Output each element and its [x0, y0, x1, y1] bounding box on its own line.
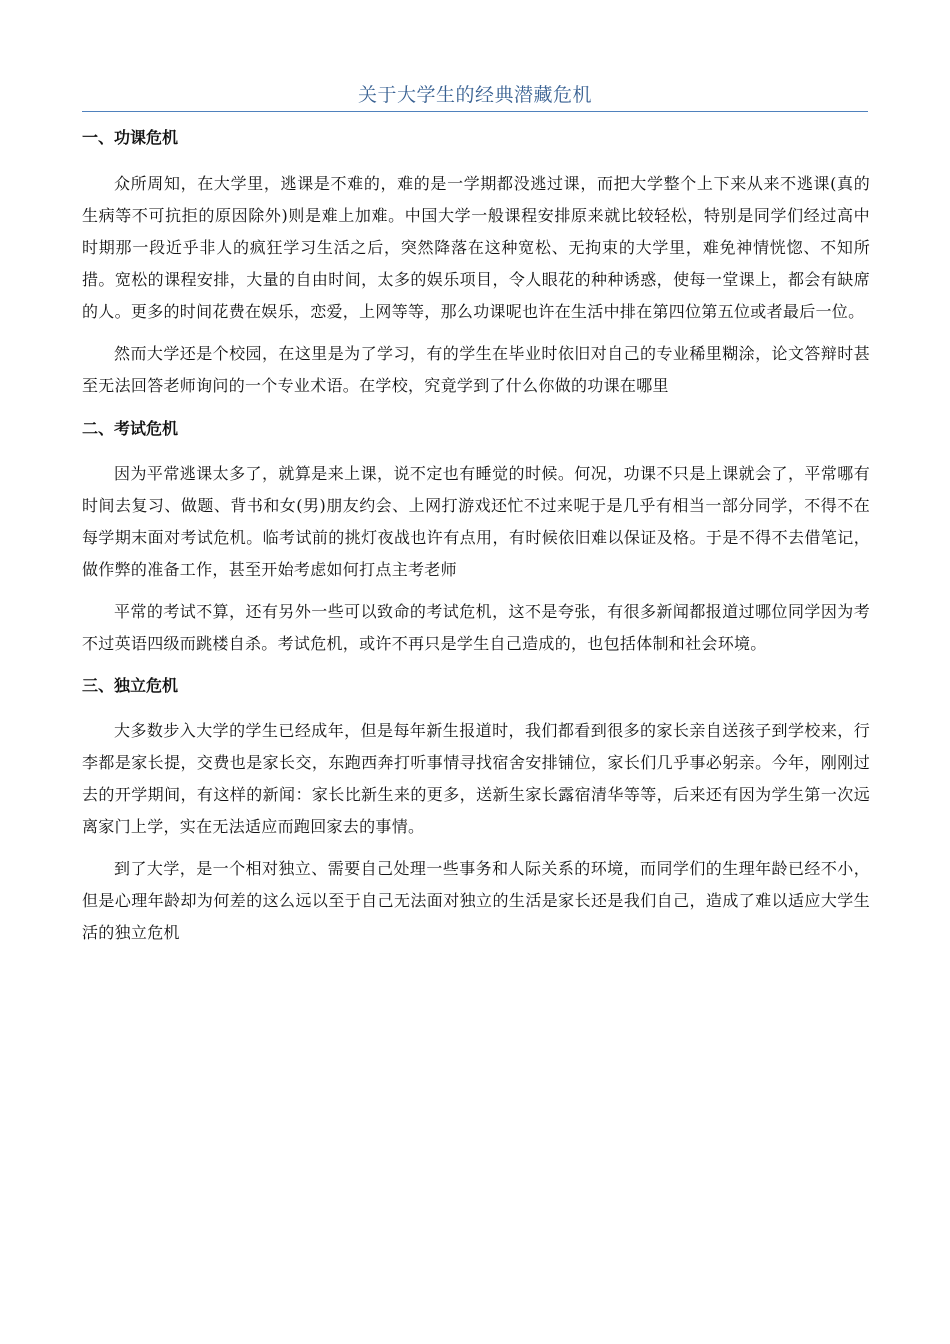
- section-heading-1: 一、功课危机: [82, 128, 179, 147]
- section-2-paragraph-1: 因为平常逃课太多了，就算是来上课，说不定也有睡觉的时候。何况，功课不只是上课就会了，平常哪有时间去复习、做题、背书和女(男)朋友约会、上网打游戏还忙不过来呢于是几乎有相当一部分同学，不得不在每学期末面对考试危机。临考试前的挑灯夜战也许有点用，有时候依旧难以保证及格。于是不得不去借笔记，做作弊的准备工作，甚至开始考虑如何打点主考老师: [82, 464, 870, 579]
- page-title: 关于大学生的经典潜藏危机: [357, 84, 592, 106]
- section-heading-3: 三、独立危机: [82, 676, 179, 695]
- section-3-paragraph-1: 大多数步入大学的学生已经成年，但是每年新生报道时，我们都看到很多的家长亲自送孩子到学校来，行李都是家长提，交费也是家长交，东跑西奔打听事情寻找宿舍安排铺位，家长们几乎事必躬亲。今年，刚刚过去的开学期间，有这样的新闻：家长比新生来的更多，送新生家长露宿清华等等，后来还有因为学生第一次远离家门上学，实在无法适应而跑回家去的事情。: [82, 721, 870, 836]
- section-heading-2: 二、考试危机: [82, 419, 179, 438]
- section-3-paragraph-2: 到了大学，是一个相对独立、需要自己处理一些事务和人际关系的环境，而同学们的生理年龄已经不小，但是心理年龄却为何差的这么远以至于自己无法面对独立的生活是家长还是我们自己，造成了难以适应大学生活的独立危机: [82, 859, 870, 942]
- section-2-paragraph-2: 平常的考试不算，还有另外一些可以致命的考试危机，这不是夸张，有很多新闻都报道过哪位同学因为考不过英语四级而跳楼自杀。考试危机，或许不再只是学生自己造成的，也包括体制和社会环境。: [82, 602, 870, 653]
- document-body: [82, 126, 870, 949]
- section-1-paragraph-2: 然而大学还是个校园，在这里是为了学习，有的学生在毕业时依旧对自己的专业稀里糊涂，论文答辩时甚至无法回答老师询问的一个专业术语。在学校，究竟学到了什么你做的功课在哪里: [82, 344, 870, 395]
- section-1-paragraph-1: 众所周知，在大学里，逃课是不难的，难的是一学期都没逃过课，而把大学整个上下来从来不逃课(真的生病等不可抗拒的原因除外)则是难上加难。中国大学一般课程安排原来就比较轻松，特别是同学们经过高中时期那一段近乎非人的疯狂学习生活之后，突然降落在这种宽松、无拘束的大学里，难免神情恍惚、不知所措。宽松的课程安排，大量的自由时间，太多的娱乐项目，令人眼花的种种诱惑，使每一堂课上，都会有缺席的人。更多的时间花费在娱乐，恋爱，上网等等，那么功课呢也许在生活中排在第四位第五位或者最后一位。: [82, 174, 870, 321]
- title-bar: [82, 83, 868, 112]
